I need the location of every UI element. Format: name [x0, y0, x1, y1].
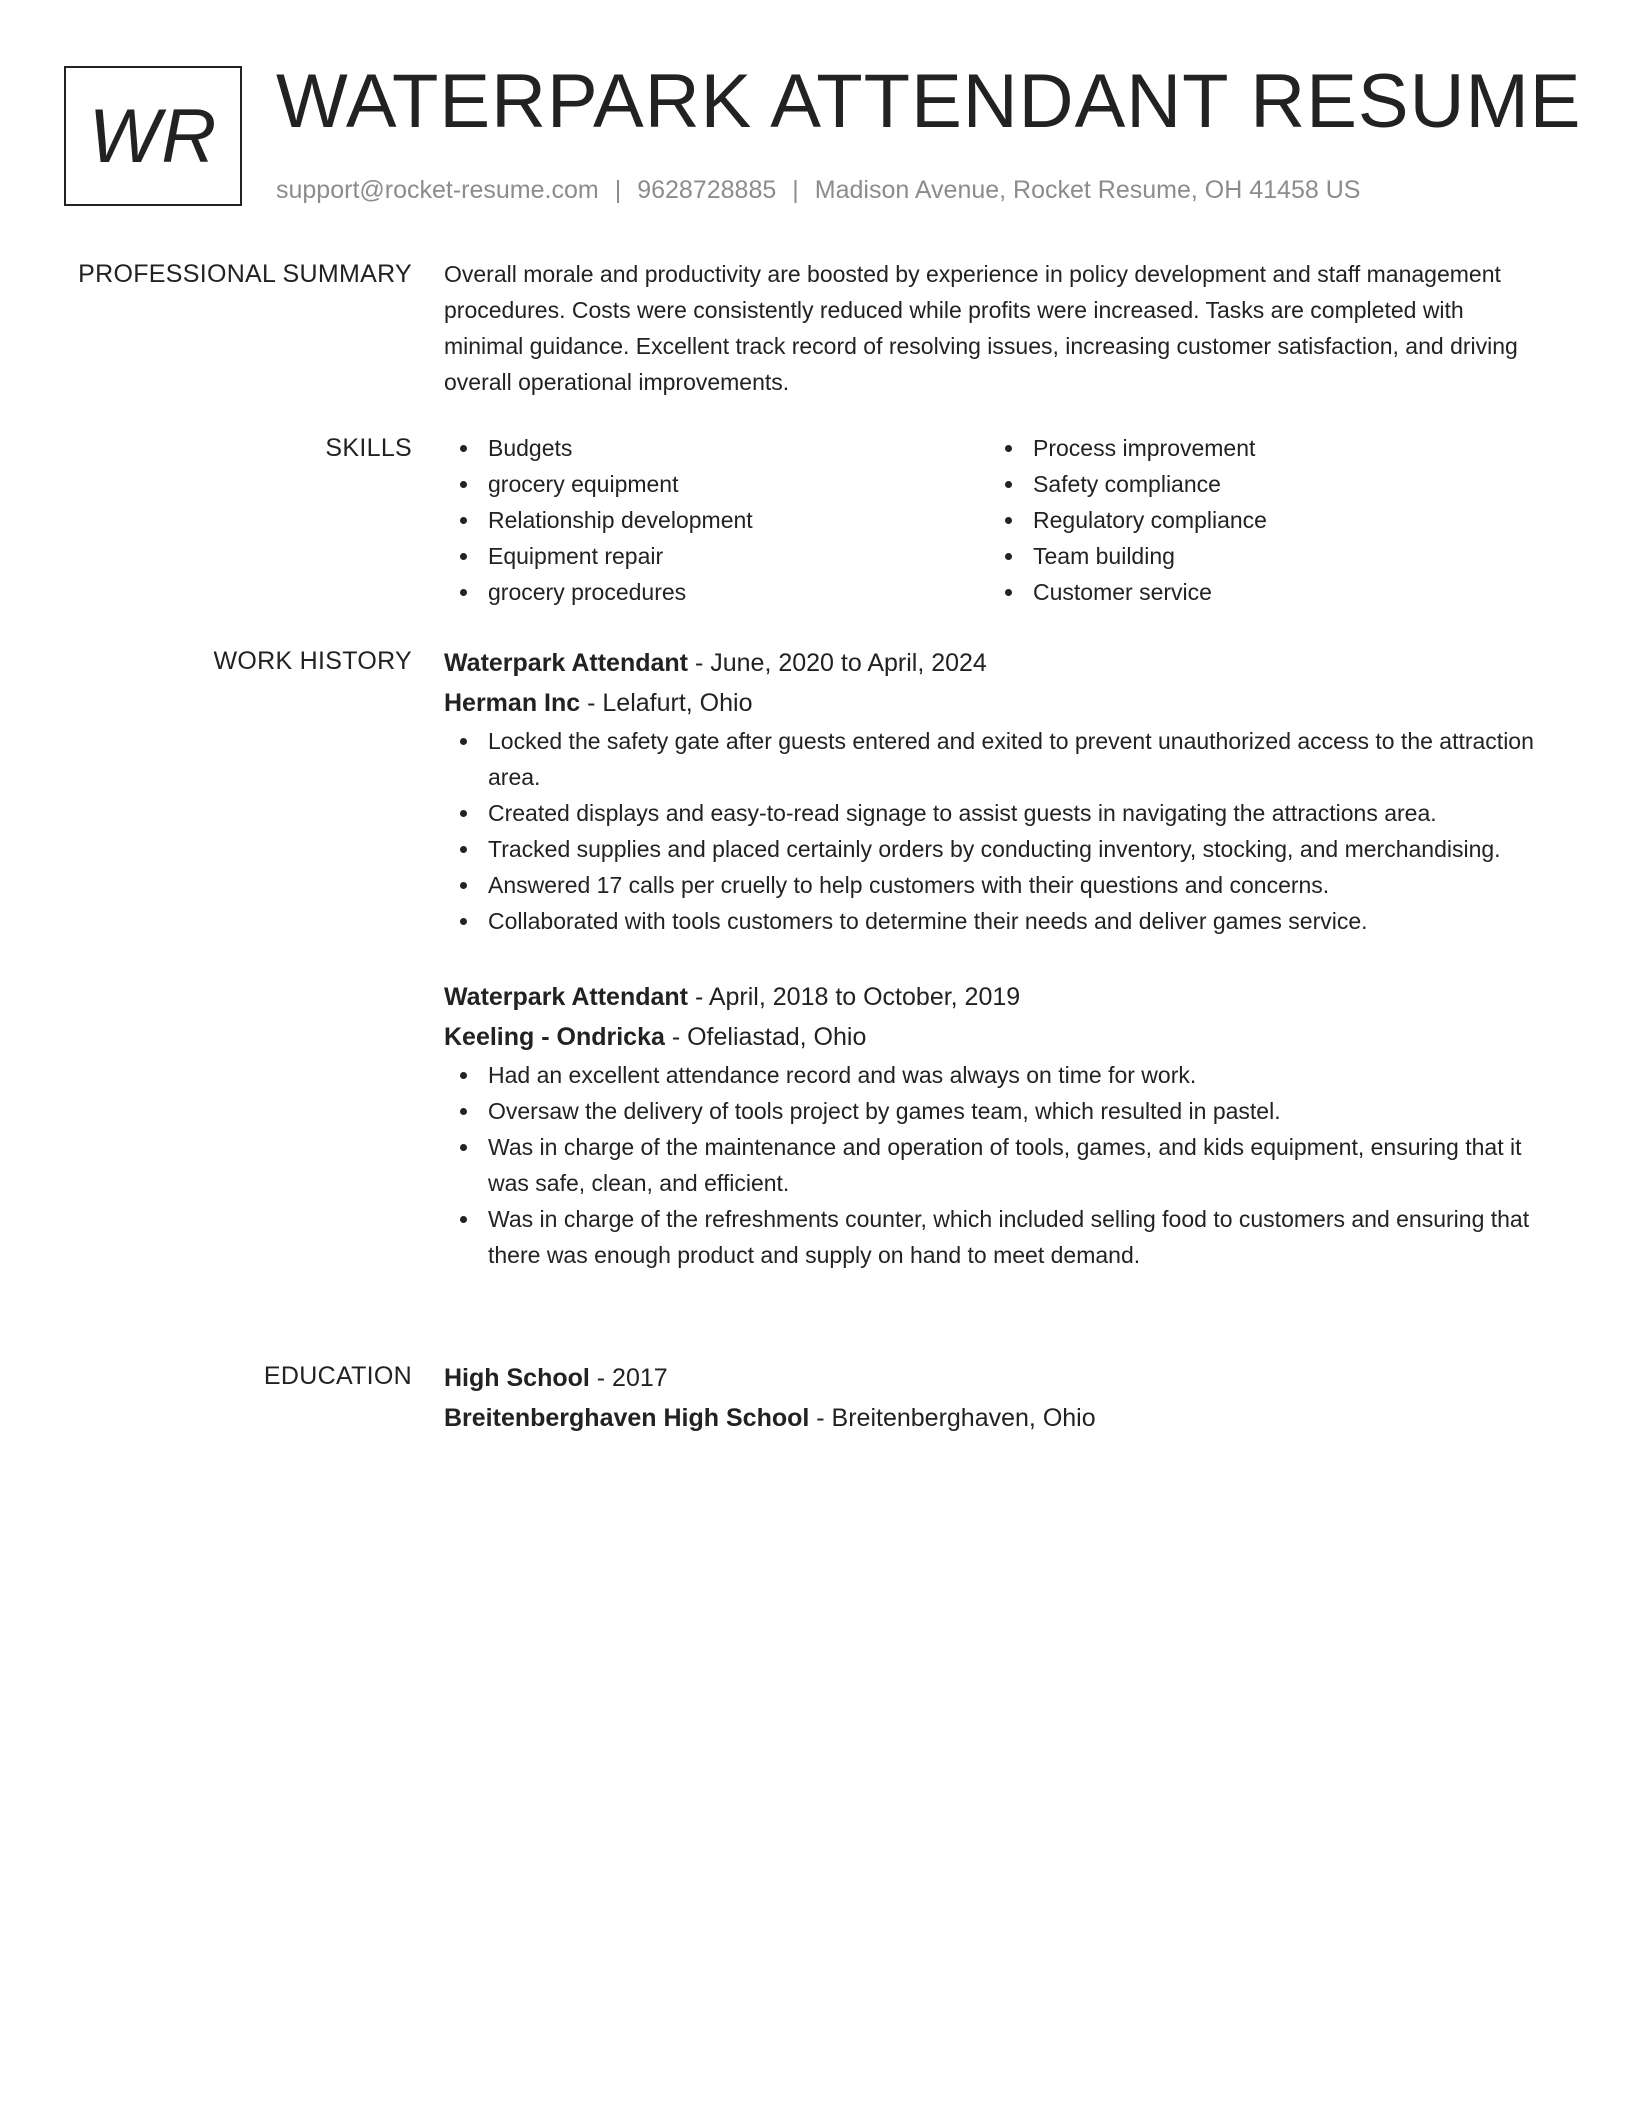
skills-body	[444, 430, 1534, 610]
job-bullet-list	[444, 723, 1534, 939]
job-bullet: Oversaw the delivery of tools project by games team, which resulted in pastel.	[444, 1093, 1534, 1129]
education-degree-line	[444, 1358, 1534, 1398]
job-bullet-list	[444, 1057, 1534, 1273]
education-year: - 2017	[589, 1364, 668, 1392]
job-company: Keeling - Ondricka	[444, 1023, 665, 1051]
monogram-logo	[64, 66, 242, 206]
section-title-summary: PROFESSIONAL SUMMARY	[78, 260, 412, 288]
skill-item: Customer service	[989, 574, 1534, 610]
contact-separator: |	[614, 176, 622, 204]
education-school-line	[444, 1398, 1534, 1438]
job-title: Waterpark Attendant	[444, 649, 689, 677]
education-school: Breitenberghaven High School	[444, 1404, 810, 1432]
work-history-body	[444, 643, 1534, 1273]
education-body	[444, 1358, 1534, 1438]
job-bullet: Was in charge of the maintenance and operation of tools, games, and kids equipment, ensuring that it was safe, clean, and efficient.	[444, 1129, 1534, 1201]
job-location: - Lelafurt, Ohio	[580, 689, 753, 717]
job-bullet: Tracked supplies and placed certainly orders by conducting inventory, stocking, and merchandising.	[444, 831, 1534, 867]
job-entry	[444, 643, 1534, 939]
section-title-work-history: WORK HISTORY	[213, 647, 412, 675]
contact-address: Madison Avenue, Rocket Resume, OH 41458 US	[814, 176, 1361, 204]
resume-title: WATERPARK ATTENDANT RESUME	[276, 59, 1582, 144]
skill-item: Process improvement	[989, 430, 1534, 466]
contact-separator: |	[792, 176, 799, 204]
skill-item: Regulatory compliance	[989, 502, 1534, 538]
skills-list-left	[444, 430, 989, 610]
job-title: Waterpark Attendant	[444, 983, 689, 1011]
skill-item: grocery equipment	[444, 466, 989, 502]
job-entry	[444, 977, 1534, 1273]
skill-item: Safety compliance	[989, 466, 1534, 502]
job-location: - Ofeliastad, Ohio	[664, 1023, 867, 1051]
monogram-text: WR	[88, 93, 218, 179]
education-degree: High School	[444, 1364, 590, 1392]
skill-item: Relationship development	[444, 502, 989, 538]
section-title-skills: SKILLS	[325, 434, 412, 462]
job-title-line	[444, 643, 1534, 683]
job-bullet: Was in charge of the refreshments counter, which included selling food to customers and ensuring that there was enough product and supply on hand to meet demand.	[444, 1201, 1534, 1273]
job-company-line	[444, 1017, 1534, 1057]
section-title-education: EDUCATION	[263, 1362, 412, 1390]
job-company: Herman Inc	[444, 689, 581, 717]
job-dates: - June, 2020 to April, 2024	[688, 649, 987, 677]
job-bullet: Had an excellent attendance record and was always on time for work.	[444, 1057, 1534, 1093]
skill-item: Budgets	[444, 430, 989, 466]
skill-item: Equipment repair	[444, 538, 989, 574]
job-bullet: Collaborated with tools customers to determine their needs and deliver games service.	[444, 903, 1534, 939]
skill-item: Team building	[989, 538, 1534, 574]
job-bullet: Locked the safety gate after guests entered and exited to prevent unauthorized access to the attraction area.	[444, 723, 1534, 795]
contact-email: support@rocket-resume.com	[276, 176, 599, 204]
job-bullet: Answered 17 calls per cruelly to help customers with their questions and concerns.	[444, 867, 1534, 903]
contact-phone: 9628728885	[637, 176, 777, 204]
education-location: - Breitenberghaven, Ohio	[809, 1404, 1096, 1432]
skill-item: grocery procedures	[444, 574, 989, 610]
job-company-line	[444, 683, 1534, 723]
job-bullet: Created displays and easy-to-read signage to assist guests in navigating the attractions area.	[444, 795, 1534, 831]
summary-text: Overall morale and productivity are boosted by experience in policy development and staff management procedures. Costs were consistently reduced while profits were increased. Tasks are completed with minimal guidance. Excellent track record of resolving issues, increasing customer satisfaction, and driving overall operational improvements.	[444, 261, 1518, 395]
skills-list-right	[989, 430, 1534, 610]
job-dates: - April, 2018 to October, 2019	[688, 983, 1021, 1011]
contact-line	[276, 172, 1360, 208]
summary-body	[444, 256, 1534, 400]
job-title-line	[444, 977, 1534, 1017]
